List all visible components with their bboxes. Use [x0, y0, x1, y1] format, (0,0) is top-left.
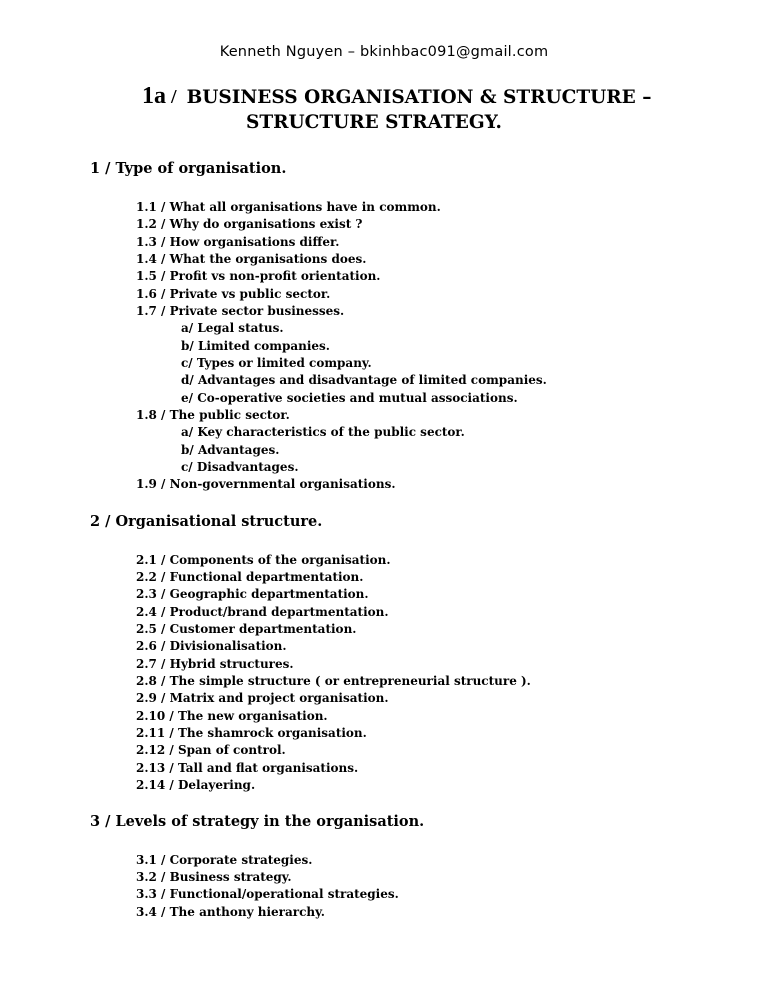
list-item: 2.9 / Matrix and project organisation.	[136, 691, 389, 705]
title-separator: /	[166, 86, 187, 108]
list-item: 2.13 / Tall and flat organisations.	[136, 760, 359, 775]
sub-list-item: c/ Disadvantages.	[181, 460, 299, 474]
sub-list-item: d/ Advantages and disadvantage of limited companies.	[181, 373, 547, 387]
list-item: 2.6 / Divisionalisation.	[136, 639, 287, 653]
list-item: 1.5 / Profit vs non-profit orientation.	[136, 269, 381, 283]
sub-list-item: b/ Advantages.	[181, 442, 280, 457]
section-heading: 3 / Levels of strategy in the organisation.	[90, 812, 425, 830]
sub-list-item: a/ Legal status.	[181, 321, 284, 335]
section-heading: 2 / Organisational structure.	[90, 513, 323, 530]
list-item: 3.4 / The anthony hierarchy.	[136, 904, 325, 919]
sub-list-item: a/ Key characteristics of the public sector.	[181, 425, 465, 439]
list-item: 2.14 / Delayering.	[136, 778, 256, 792]
list-item: 2.10 / The new organisation.	[136, 708, 328, 723]
title-text-line1: BUSINESS ORGANISATION & STRUCTURE –	[186, 87, 652, 108]
list-item: 1.9 / Non-governmental organisations.	[136, 477, 396, 491]
author-line: Kenneth Nguyen – bkinhbac091@gmail.com	[219, 44, 549, 60]
document-title-line1	[142, 83, 651, 110]
sub-list-item: e/ Co-operative societies and mutual associations.	[181, 390, 518, 405]
list-item: 1.6 / Private vs public sector.	[136, 286, 331, 301]
list-item: 2.11 / The shamrock organisation.	[136, 726, 367, 740]
list-item: 2.4 / Product/brand departmentation.	[136, 604, 389, 619]
list-item: 2.2 / Functional departmentation.	[136, 570, 364, 584]
list-item: 1.1 / What all organisations have in common.	[136, 200, 441, 214]
list-item: 3.3 / Functional/operational strategies.	[136, 887, 399, 901]
list-item: 2.5 / Customer departmentation.	[136, 622, 357, 636]
list-item: 1.7 / Private sector businesses.	[136, 304, 345, 318]
section-heading: 1 / Type of organisation.	[90, 160, 287, 177]
list-item: 1.2 / Why do organisations exist ?	[136, 217, 363, 231]
list-item: 1.8 / The public sector.	[136, 408, 290, 422]
sub-list-item: c/ Types or limited company.	[181, 356, 372, 370]
list-item: 2.3 / Geographic departmentation.	[136, 587, 369, 601]
list-item: 2.12 / Span of control.	[136, 743, 286, 757]
list-item: 3.1 / Corporate strategies.	[136, 852, 313, 867]
list-item: 2.8 / The simple structure ( or entrepreneurial structure ).	[136, 674, 531, 688]
document-title-line2: STRUCTURE STRATEGY.	[246, 112, 502, 133]
title-number: 1a	[142, 83, 166, 109]
list-item: 2.7 / Hybrid structures.	[136, 656, 294, 671]
list-item: 3.2 / Business strategy.	[136, 870, 292, 884]
list-item: 2.1 / Components of the organisation.	[136, 552, 391, 567]
list-item: 1.4 / What the organisations does.	[136, 252, 367, 266]
sub-list-item: b/ Limited companies.	[181, 338, 330, 353]
list-item: 1.3 / How organisations differ.	[136, 234, 340, 249]
